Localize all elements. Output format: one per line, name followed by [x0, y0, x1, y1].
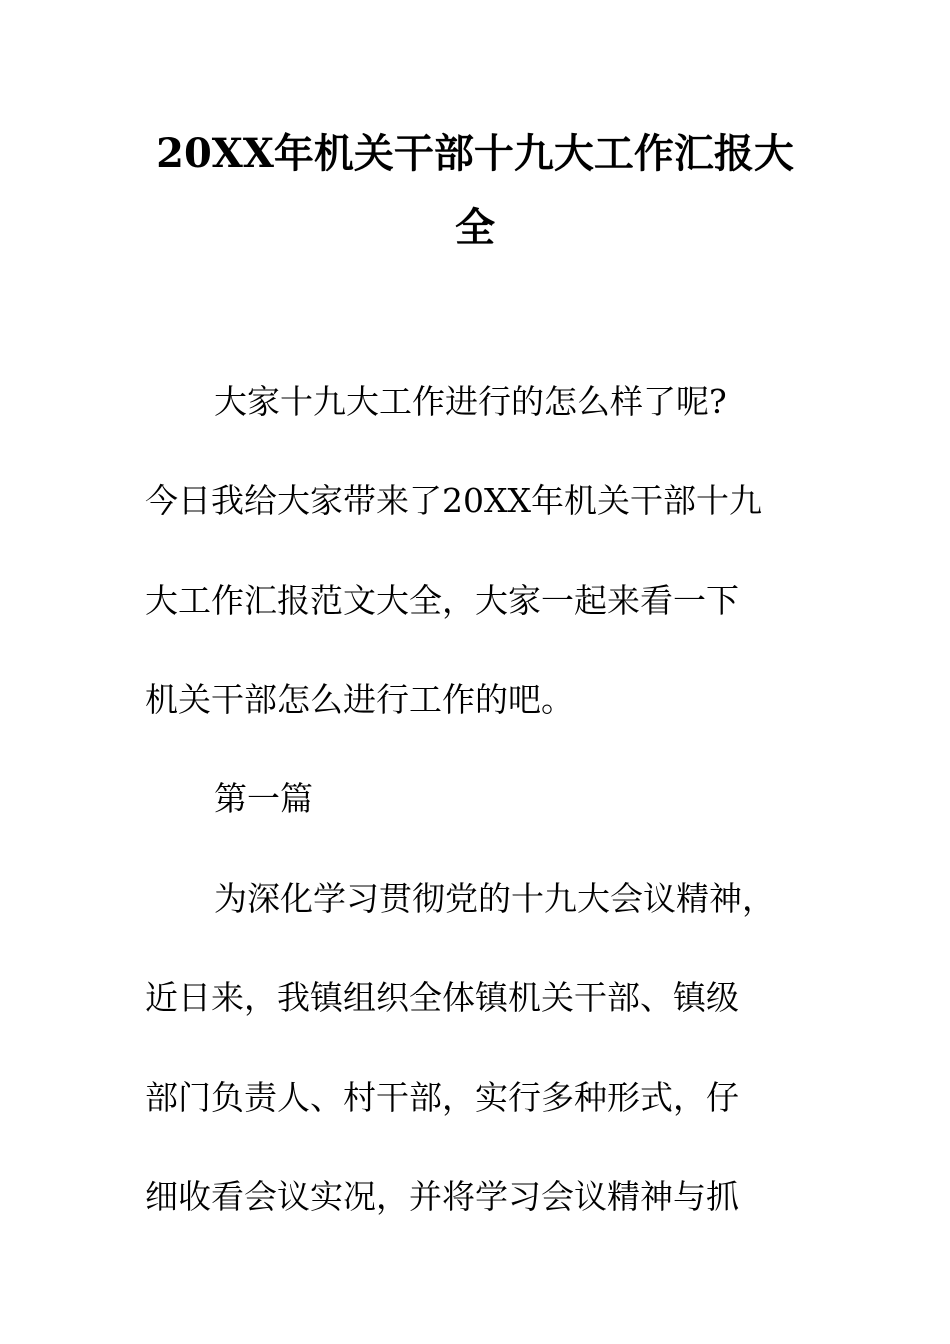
paragraph-line: 大工作汇报范文大全，大家一起来看一下: [145, 581, 739, 620]
section-heading: 第一篇: [214, 779, 313, 818]
paragraph-line: 机关干部怎么进行工作的吧。: [145, 680, 574, 719]
document-title-line-1: 20XX年机关干部十九大工作汇报大: [156, 130, 794, 177]
paragraph-line: 近日来，我镇组织全体镇机关干部、镇级: [145, 978, 739, 1017]
paragraph-line: 细收看会议实况，并将学习会议精神与抓: [145, 1177, 739, 1216]
document-title-line-2: 全: [455, 204, 495, 251]
paragraph-line: 为深化学习贯彻党的十九大会议精神，: [214, 879, 775, 918]
paragraph-line: 今日我给大家带来了20XX年机关干部十九: [145, 481, 762, 520]
paragraph-line: 大家十九大工作进行的怎么样了呢?: [214, 382, 727, 421]
paragraph-line: 部门负责人、村干部，实行多种形式，仔: [145, 1078, 739, 1117]
